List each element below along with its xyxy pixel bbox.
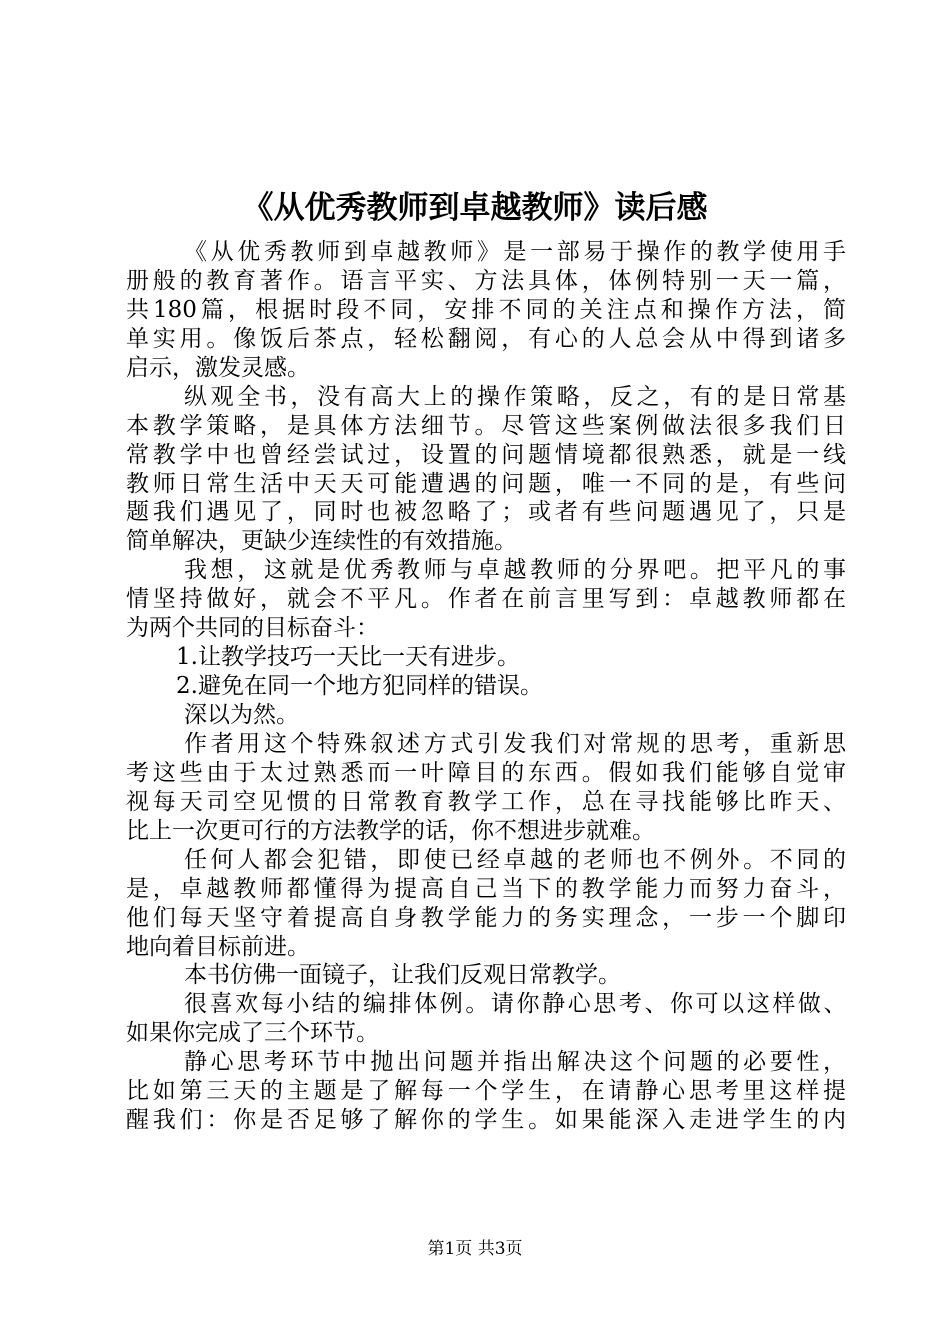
text-line: 深以为然。	[184, 702, 299, 728]
text-line: 册般的教育著作。语言平实、方法具体，体例特别一天一篇，	[126, 267, 846, 294]
text-line: 很喜欢每小结的编排体例。请你静心思考、你可以这样做、	[184, 991, 846, 1018]
text-line: 视每天司空见惯的日常教育教学工作，总在寻找能够比昨天、	[126, 788, 846, 815]
text-line: 启示，激发灵感。	[126, 354, 310, 381]
text-line: 本书仿佛一面镜子，让我们反观日常教学。	[184, 962, 621, 989]
text-line: 是，卓越教师都懂得为提高自己当下的教学能力而努力奋斗，	[126, 875, 846, 902]
text-line: 比上一次更可行的方法教学的话，你不想进步就难。	[126, 817, 655, 844]
text-line: 共180篇，根据时段不同，安排不同的关注点和操作方法，简	[126, 296, 846, 323]
text-line: 考这些由于太过熟悉而一叶障目的东西。假如我们能够自觉审	[126, 759, 846, 786]
text-line: 地向着目标前进。	[126, 933, 310, 960]
text-line: 我想，这就是优秀教师与卓越教师的分界吧。把平凡的事	[184, 557, 846, 584]
text-line: 任何人都会犯错，即使已经卓越的老师也不例外。不同的	[184, 846, 846, 873]
list-item: 1.让教学技巧一天比一天有进步。	[176, 644, 520, 671]
text-line: 纵观全书，没有高大上的操作策略，反之，有的是日常基	[184, 383, 846, 410]
list-item: 2.避免在同一个地方犯同样的错误。	[176, 673, 543, 700]
text-line: 本教学策略，是具体方法细节。尽管这些案例做法很多我们日	[126, 412, 846, 439]
text-line: 情坚持做好，就会不平凡。作者在前言里写到：卓越教师都在	[126, 586, 846, 613]
text-line: 静心思考环节中抛出问题并指出解决这个问题的必要性，	[184, 1049, 846, 1076]
text-line: 他们每天坚守着提高自身教学能力的务实理念，一步一个脚印	[126, 904, 846, 931]
page-title: 《从优秀教师到卓越教师》读后感	[242, 190, 708, 226]
text-line: 题我们遇见了，同时也被忽略了；或者有些问题遇见了，只是	[126, 499, 846, 526]
text-line: 教师日常生活中天天可能遭遇的问题，唯一不同的是，有些问	[126, 470, 846, 497]
text-line: 醒我们：你是否足够了解你的学生。如果能深入走进学生的内	[126, 1107, 846, 1134]
page-number: 第1页 共3页	[427, 1239, 523, 1259]
text-line: 作者用这个特殊叙述方式引发我们对常规的思考，重新思	[184, 730, 846, 757]
document-body	[126, 238, 846, 1135]
text-line: 常教学中也曾经尝试过，设置的问题情境都很熟悉，就是一线	[126, 441, 846, 468]
text-line: 单实用。像饭后茶点，轻松翻阅，有心的人总会从中得到诸多	[126, 325, 846, 352]
text-line: 比如第三天的主题是了解每一个学生，在请静心思考里这样提	[126, 1078, 846, 1105]
text-line: 为两个共同的目标奋斗：	[126, 615, 379, 642]
text-line: 《从优秀教师到卓越教师》是一部易于操作的教学使用手	[184, 239, 846, 265]
text-line: 如果你完成了三个环节。	[126, 1020, 379, 1047]
text-line: 简单解决，更缺少连续性的有效措施。	[126, 528, 517, 555]
